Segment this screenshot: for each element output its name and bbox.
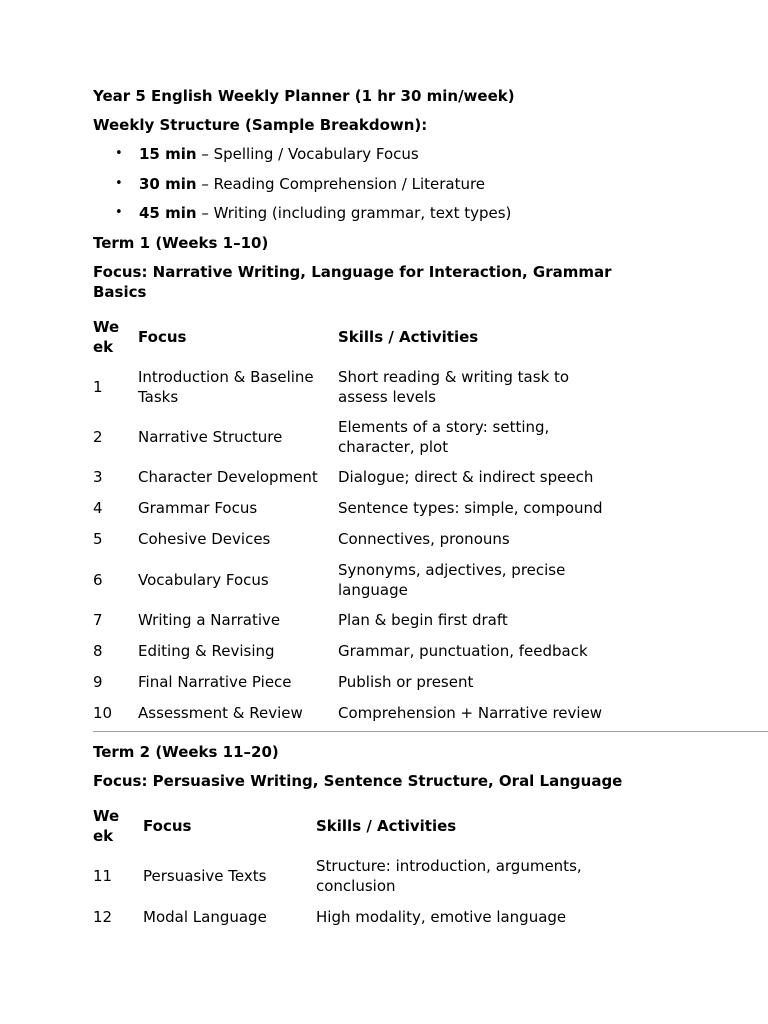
skills-cell: Structure: introduction, arguments, conclusion [316, 857, 582, 895]
focus-cell: Final Narrative Piece [138, 673, 292, 691]
week-cell: 8 [93, 642, 103, 660]
week-cell: 5 [93, 530, 103, 548]
week-cell: 11 [93, 867, 113, 885]
column-header-focus: Focus [138, 327, 187, 346]
week-cell: 2 [93, 427, 103, 446]
table-row [93, 698, 618, 729]
column-header-focus: Focus [143, 817, 192, 835]
week-cell: 1 [93, 377, 103, 396]
activity-text: – Reading Comprehension / Literature [196, 174, 486, 193]
bullet-icon: • [115, 146, 123, 161]
column-header-skills: Skills / Activities [316, 817, 457, 835]
page-title: Year 5 English Weekly Planner (1 hr 30 min/week) [93, 87, 515, 105]
bullet-icon: • [115, 175, 123, 191]
column-header-week: Week [93, 807, 120, 845]
skills-cell: Short reading & writing task to assess levels [338, 367, 570, 406]
term2-table [93, 801, 606, 932]
term1-focus: Focus: Narrative Writing, Language for Interaction, Grammar Basics [93, 262, 612, 301]
focus-cell: Grammar Focus [138, 499, 258, 517]
duration-label: 30 min [139, 174, 197, 193]
list-item [93, 203, 768, 223]
skills-cell: Connectives, pronouns [338, 530, 510, 548]
week-cell: 4 [93, 499, 103, 517]
bullet-icon: • [115, 205, 123, 220]
weekly-structure-heading: Weekly Structure (Sample Breakdown): [93, 116, 428, 134]
skills-cell: Synonyms, adjectives, precise language [338, 560, 566, 599]
focus-cell: Persuasive Texts [143, 867, 267, 885]
table-row [93, 636, 618, 667]
week-cell: 7 [93, 611, 103, 629]
table-row [93, 851, 606, 901]
skills-cell: Plan & begin first draft [338, 611, 508, 629]
list-item [93, 144, 768, 164]
term1-heading: Term 1 (Weeks 1–10) [93, 233, 269, 252]
table-header-row [93, 801, 606, 851]
duration-label: 45 min [139, 204, 197, 222]
focus-cell: Cohesive Devices [138, 530, 271, 548]
skills-cell: Comprehension + Narrative review [338, 704, 603, 722]
section-divider [93, 731, 768, 732]
duration-label: 15 min [139, 145, 197, 163]
activity-text: – Spelling / Vocabulary Focus [196, 145, 419, 163]
week-cell: 12 [93, 907, 113, 926]
table-header-row [93, 312, 618, 362]
week-cell: 9 [93, 673, 103, 691]
column-header-week: Week [93, 317, 120, 356]
document-page [93, 86, 768, 729]
table-row [93, 605, 618, 636]
table-row [93, 412, 618, 462]
weekly-structure-list [93, 144, 768, 223]
table-row [93, 901, 606, 932]
term2-heading: Term 2 (Weeks 11–20) [93, 743, 279, 761]
focus-cell: Character Development [138, 468, 318, 486]
focus-cell: Vocabulary Focus [138, 570, 269, 589]
week-cell: 10 [93, 704, 113, 722]
column-header-skills: Skills / Activities [338, 327, 479, 346]
focus-cell: Modal Language [143, 907, 267, 926]
table-row [93, 493, 618, 524]
table-row [93, 667, 618, 698]
skills-cell: Sentence types: simple, compound [338, 499, 603, 517]
term1-table [93, 312, 618, 729]
week-cell: 6 [93, 570, 103, 589]
term2-section [93, 742, 768, 932]
focus-cell: Editing & Revising [138, 642, 275, 660]
skills-cell: Publish or present [338, 673, 474, 691]
focus-cell: Narrative Structure [138, 427, 283, 446]
term2-focus: Focus: Persuasive Writing, Sentence Structure, Oral Language [93, 772, 623, 790]
table-row [93, 524, 618, 555]
table-row [93, 555, 618, 605]
skills-cell: Elements of a story: setting, character, plot [338, 417, 550, 456]
list-item [93, 174, 768, 194]
skills-cell: Grammar, punctuation, feedback [338, 642, 588, 660]
focus-cell: Assessment & Review [138, 704, 303, 722]
focus-cell: Introduction & Baseline Tasks [138, 367, 314, 406]
activity-text: – Writing (including grammar, text types) [196, 204, 512, 222]
skills-cell: High modality, emotive language [316, 907, 567, 926]
focus-cell: Writing a Narrative [138, 611, 281, 629]
skills-cell: Dialogue; direct & indirect speech [338, 468, 594, 486]
week-cell: 3 [93, 468, 103, 486]
table-row [93, 462, 618, 493]
table-row [93, 362, 618, 412]
